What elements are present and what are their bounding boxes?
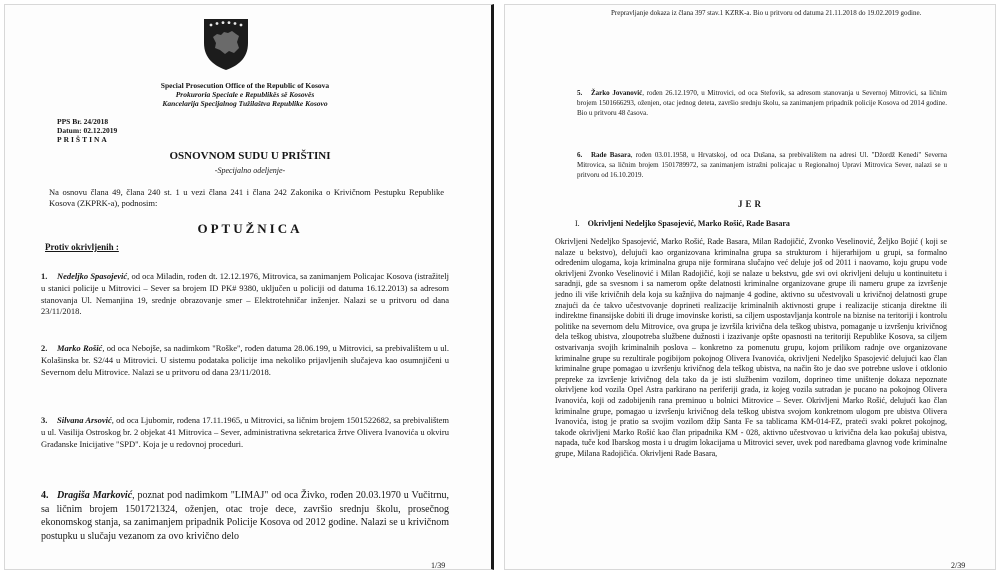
case-number: PPS Br. 24/2018 (57, 117, 109, 126)
city: PRIŠTINA (57, 135, 109, 144)
court-department: -Specijalno odeljenje- (214, 166, 286, 175)
accused-number: 6. (577, 151, 583, 159)
accused-number: 3. (41, 415, 48, 425)
accused-entry (41, 271, 449, 318)
office-name-al: Prokuroria Speciale e Republikës së Kosovës (175, 90, 315, 99)
accused-details: , od oca Ljubomir, rođena 17.11.1965, u Mitrovici, sa ličnim brojem 1501522682, sa prebivalištem u ul. Vasilija Ostroskog br. 2 objekat 41 Mitrovica – Sever, administrativna sekretarica žrtve Olivera Ivanovića u okviru Građanske Inicijative "SPD". Koja je u redovnoj proceduri. (41, 415, 450, 449)
accused-details: , poznat pod nadimkom "LIMAJ" od oca Živko, rođen 20.03.1970 u Vučitrnu, sa ličnim brojem 1501721324, oženjen, otac troje dece, završio srednju školu, prosečnog ekonomskog stanja, sa zanimanjem pripadnik Policije Kosova od 2012 godine. Nalazi se u krivičnom postupku u slučaju vezanom za ovo krivično delo (41, 490, 449, 542)
against-heading: Protiv okrivljenih : (45, 242, 119, 252)
accused-name: Nedeljko Spasojević (57, 271, 128, 281)
section-title-text: Okrivljeni Nedeljko Spasojević, Marko Rošić, Rade Basara (587, 219, 790, 228)
section-number: I. (575, 219, 580, 228)
accused-number: 1. (41, 271, 48, 281)
accused-number: 4. (41, 490, 49, 501)
accused-name: Silvana Arsović (57, 415, 112, 425)
accused-details: , od oca Nebojše, sa nadimkom "Roške", rođen datuma 28.06.199, u Mitrovici, sa prebivalištem u ul. Kolašinska br. S2/44 u Mitrovici. U sistemu podataka policije ima nekoliko prijavljenih slučajeva kao osumnjičeni u Severnom delu Mitrovice. Nalazi se u pritvoru od dana 23/11/2018. (41, 343, 449, 377)
office-name-en: Special Prosecution Office of the Republic of Kosova (160, 81, 330, 90)
indictment-page-1 (4, 4, 494, 570)
accused-name: Žarko Jovanović (591, 89, 643, 97)
indictment-page-2 (504, 4, 996, 570)
accused-details: , od oca Miladin, rođen dt. 12.12.1976, Mitrovica, sa zanimanjem Policajac Kosova (istražitelj u stanici policije u Mitrovici – Sever sa brojem ID PK# 9380, uključen u policiji od datuma 16.12.2013) sa adresom stanovanja Ul. Nemanjina 19, srednje obrazovanje smer – Elektrotehničar inženjer. Nalazi se u pritvoru od dana 23/11/2018. (41, 271, 450, 317)
section-heading: JER (737, 199, 764, 209)
accused-entry (41, 415, 449, 450)
accused-details: , rođen 26.12.1970, u Mitrovici, od oca Stefovik, sa adresom stanovanja u Severnoj Mitrovici, sa ličnim brojem 1501666293, oženjen, otac jednog deteta, završio srednju školu, sa zanimanjem pripadnik policije Kosova od 2014 godine. Bio u pritvoru 48 časova. (577, 89, 947, 117)
accused-entry (577, 89, 947, 118)
office-name-sr: Kancelarija Specijalnog Tužilaštva Republike Kosovo (162, 99, 328, 108)
accused-entry (577, 151, 947, 180)
accused-entry (41, 489, 449, 543)
prosecution-office-header (125, 81, 365, 108)
document-title: OPTUŽNICA (197, 221, 303, 236)
case-meta (57, 117, 117, 144)
page-number: 2/39 (951, 561, 966, 570)
accused-number: 2. (41, 343, 48, 353)
legal-basis-paragraph: Na osnovu člana 49, člana 240 st. 1 u vezi člana 241 i člana 242 Zakonika o Krivičnom Pestupku Republike Kosova (ZKPRK-a), podnosim: (49, 187, 444, 208)
document-date: Datum: 02.12.2019 (57, 126, 118, 135)
kosovo-emblem-icon (201, 15, 251, 71)
continued-text: Prepravljanje dokaza iz člana 397 stav.1 KZRK-a. Bio u pritvoru od datuma 21.11.2018 do 19.02.2019 godine. (611, 9, 922, 17)
section-title (575, 219, 790, 228)
page-number: 1/39 (431, 561, 446, 570)
accused-entry (41, 343, 449, 378)
accused-number: 5. (577, 89, 583, 97)
accused-name: Marko Rošić (57, 343, 103, 353)
accused-details: , rođen 03.01.1958, u Hrvatskoj, od oca Dušana, sa prebivalištem na adresi Ul. "Džordž Kenedi" Severna Mitrovica, sa ličnim brojem 1501789972, sa zanimanjem istražni policajac u Regionalnoj Upravi Mitrovica Sever, nalazi se u pritvoru od 16.10.2019. (577, 151, 947, 179)
charge-paragraph: Okrivljeni Nedeljko Spasojević, Marko Rošić, Rade Basara, Milan Radojičić, Zvonko Veselinović, Željko Bojić ( koji se nalaze u bekstvo), delujući kao organizovana kriminalna grupa sa strukturom i hijerarhijom u grupi, sa formalno određenim ulogama, koja kriminalna grupa nije formirana slučajno već deluje još od 2011 i naovamo, koju grupu vode okrivljeni Zvonko Veselinović i Milan Radojičić, koji se nalaze u bekstvu, gde svi ovi okrivljeni deluju u kontinuitetu i saradnji, gde sa svesnom i sa namerom opšte delatnosti kriminalne organizovane grupe ili nameru grupe za izvršenje jedno ili više krivičnih dela koja su kažnjiva do najmanje 4 godine, aktivno su učestvovali u krivičnoj delatnosti grupe znajući da će takvo učestvovanje doprineti realizacije kriminalnih aktivnosti grupe i realizacije sticanja direktne ili indirektne finansijske dobiti ili druge imovinske koristi, sa ciljem uspostavljanja kontrole na biznise na teritoriji i kontrolu politike na severnom delu Mitrovice, ova grupa je izvršila krivična dela teškog ubistva, pomaganje u izvršenju krivičnog dela teškog ubistva, zloupotreba službene dužnosti i izazivanje opšte opasnosti na teritoriji Republike Kosova, sa ciljem ostvarivanja svojih kriminalnih poslova – konkretno za pomenutu grupu, kojom prilikom radnje ove organizovane kriminalne grupe su rezultirale pogibijom pokojnog Olivera Ivanovića, okrivljeni Nedeljko Spasojević delujući kao član kriminalne grupe pomagao u izvršenju krivičnog dela teškog ubistva, na način što je dao sve potrebne uslove i otklonio prepreke za izvršenje krivičnog dela tako da je isti službenim vozilom, doprineo time uništenje dokaza nepoznate okrivljene kod vozila Opel Astra parkirano na periferiji grada, iz kojeg vozila sutradan je pucano na pokojnog Olivera Ivanovića, koji od zadobijenih rana preminuo u bolnici Mitrovice – Sever. Okrivljeni Marko Rošić, delujući kao član kriminalne grupe, pomagao u izvršenju krivičnog dela teškog ubistva svojom konkretnom ulogom pre ubistva Olivera Ivanovića, istog je pratio sa svojim vozilom džip Santa Fe sa tablicama KM-014-FZ, prateći svaki pokret pokojnog, takođe okrivljeni Marko Rošić kao član pripadnika KM - 028, aktivno učestvovao u krivična dela kao pokušaj ubistva, napada, tuče kod Ibarskog mosta i u drugim lokacijama u Mitrovici sever, uvek pod naredbama glavnog vođe kriminalne grupe, Milana Radojičića. Okrivljeni Rade Basara, (555, 237, 947, 458)
court-name: OSNOVNOM SUDU U PRIŠTINI (169, 150, 331, 162)
accused-name: Rade Basara (591, 151, 631, 159)
accused-name: Dragiša Marković (57, 490, 133, 501)
